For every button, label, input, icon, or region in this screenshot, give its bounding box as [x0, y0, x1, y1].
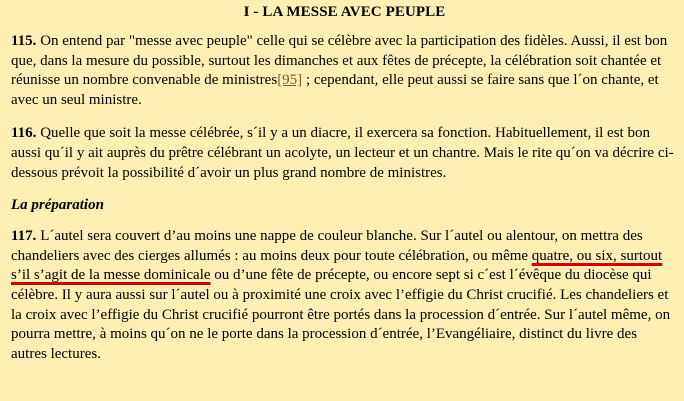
paragraph-number-117: 117. — [11, 228, 37, 245]
paragraph-115 — [11, 32, 676, 110]
highlighted-text: quatre, ou six, surtout s’il s’agit de la messe dominicale — [11, 247, 663, 284]
paragraph-number-116: 116. — [11, 125, 37, 142]
paragraph-117-text-2: ou d’une fête de précepte, ou encore sept si c´est l´évêque du diocèse qui célèbre. Il y aura aussi sur l´autel ou à proximité une croix avec l’effigie du Christ crucifié. Les chandeliers et la croix avec l’effigie du Christ crucifié pourront être portés dans la procession d´entrée. Sur l´autel même, on pourra mettre, à moins qu´on ne le porte dans la procession d´entrée, l’Evangéliaire, distinct du livre des autres lectures. — [11, 267, 671, 362]
paragraph-number-115: 115. — [11, 33, 37, 49]
paragraph-117-text-1: L´autel sera couvert d’au moins une nappe de couleur blanche. Sur l´autel ou alentour, on mettra des chandeliers avec des cierges allumés : au moins deux pour toute célébration, ou même — [11, 228, 643, 264]
paragraph-116-text: Quelle que soit la messe célébrée, s´il y a un diacre, il exercera sa fonction. Habituellement, il est bon aussi qu´il y ait auprès du prêtre célébrant un acolyte, un lecteur et un chantre. Mais le rite qu´on va décrire ci-dessous prévoit la possibilité d´avoir un plus grand nombre de ministres. — [11, 125, 674, 181]
paragraph-115-text-1: On entend par "messe avec peuple" celle qui se célèbre avec la participation des fidèles. Aussi, il est bon que, dans la mesure du possible, surtout les dimanches et aux fêtes de précepte, la célébration soit chantée et réunisse un nombre convenable de ministres — [11, 33, 668, 89]
paragraph-117 — [11, 227, 676, 364]
subheading-preparation: La préparation — [11, 197, 104, 214]
section-title: I - LA MESSE AVEC PEUPLE — [243, 4, 446, 20]
paragraph-115-text-2: ; cependant, elle peut aussi se faire sans que l´on chante, et avec un seul ministre. — [11, 72, 659, 108]
footnote-link-95[interactable]: [95] — [277, 72, 303, 89]
paragraph-116 — [11, 124, 676, 183]
